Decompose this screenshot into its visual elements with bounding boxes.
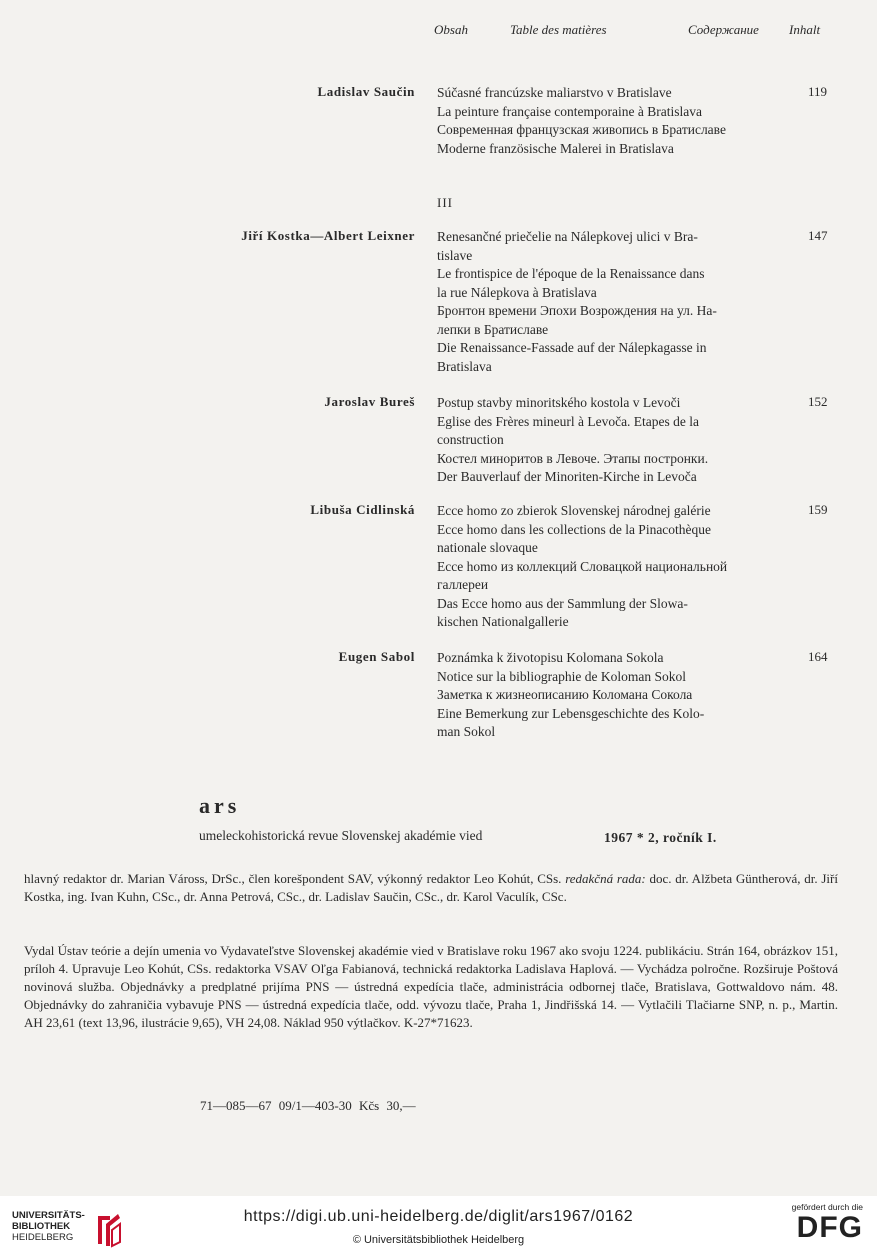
entry-titles bbox=[437, 502, 791, 632]
entry-author: Ladislav Sаučin bbox=[317, 84, 415, 99]
entry-title-line: Костел миноритов в Левоче. Этапы постронки. bbox=[437, 450, 709, 466]
entry-title-line: tislave bbox=[437, 247, 473, 263]
dfg-logo[interactable] bbox=[773, 1202, 863, 1244]
entry-title-line: Бронтон времени Эпохи Возрождения на ул. На- bbox=[437, 303, 717, 318]
entry-title-line: Ecce homo zo zbierok Slovenskej národnej galérie bbox=[437, 503, 711, 518]
library-name-line: BIBLIOTHEK bbox=[12, 1221, 71, 1232]
entry-title-line: Ecce homo из коллекций Словацкой национальной bbox=[437, 558, 728, 574]
entry-title-line: Заметка к жизнеописанию Коломана Сокола bbox=[437, 687, 693, 702]
library-name-line: UNIVERSITÄTS- bbox=[12, 1210, 85, 1221]
entry-page-number: 159 bbox=[808, 502, 828, 517]
header-table-des-matieres: Table des matières bbox=[510, 22, 607, 37]
entry-title-line: Eglise des Frères mineurl à Levoča. Etapes de la bbox=[437, 413, 700, 429]
entry-title-line: Der Bauverlauf der Minoriten-Kirche in Levoča bbox=[437, 469, 697, 484]
entry-title-line: Современная французская живопись в Братиславе bbox=[437, 122, 726, 137]
entry-author: Jiří Kostka—Albert Leixner bbox=[241, 228, 415, 243]
entry-titles bbox=[437, 394, 791, 487]
library-name-line: HEIDELBERG bbox=[12, 1232, 74, 1243]
masthead-issue: 1967 * 2, ročník I. bbox=[604, 830, 717, 845]
editorial-text-b: doc. dr. Alžbeta Güntherová, dr. Jiří Kostka, ing. Ivan Kuhn, CSc., dr. Anna Petrová, CSc., dr. Ladislav Saučin, CSc., dr. Karol Vaculík, CSc. bbox=[24, 871, 838, 904]
masthead-title: ars bbox=[199, 793, 241, 818]
entry-author: Jaroslav Bureš bbox=[324, 394, 415, 409]
copyright-notice: © Universitätsbibliothek Heidelberg bbox=[352, 1234, 525, 1246]
publication-codes: 71—085—67 09/1—403-30 Kčs 30,— bbox=[200, 1098, 416, 1113]
entry-title-line: nationale slovaque bbox=[437, 540, 538, 555]
entry-title-line: Das Ecce homo aus der Sammlung der Slowa- bbox=[437, 595, 688, 611]
entry-page-number: 147 bbox=[808, 228, 828, 243]
entry-title-line: Moderne französische Malerei in Bratislava bbox=[437, 140, 674, 156]
header-soderzhanie: Содержание bbox=[688, 22, 759, 37]
entry-title-line: Postup stavby minoritského kostola v Levoči bbox=[437, 395, 681, 410]
publisher-paragraph: Vydal Ústav teórie a dejín umenia vo Vydavateľstve Slovenskej akadémie vied v Bratislave roku 1967 ako svoju 1224. publikáciu. Strán 164, obrázkov 151, príloh 4. Upravuje Leo Kohút, CSs. redaktorka VSAV Oľga Fabianová, technická redaktorka Ladislava Haplová. — Vychádza polročne. Rozširuje Poštová novinová služba. Objednávky a predplatné prijíma PNS — ústredná expedícia tlače, administrácia odbornej tlače, Bratislava, Gottwaldovo nám. 48. Objednávky do zahraničia vybavuje PNS — ústredná expedícia tlače, odd. vývozu tlače, Praha 1, Jindřišská 14. — Vytlačili Tlačiarne SNP, n. p., Martin. AH 23,61 (text 13,96, ilustrácie 9,65), VH 24,08. Náklad 950 výtlačkov. K-27*71623. bbox=[24, 943, 838, 1030]
dfg-funded-by: gefördert durch die bbox=[791, 1202, 863, 1212]
entry-title-line: галлереи bbox=[437, 577, 489, 592]
entry-title-line: man Sokol bbox=[437, 724, 496, 739]
editorial-board-paragraph bbox=[24, 870, 838, 906]
entry-title-line: Le frontispice de l'époque de la Renaissance dans bbox=[437, 266, 705, 281]
entry-title-line: Súčasné francúzske maliarstvo v Bratislave bbox=[437, 85, 672, 100]
entry-title-line: Notice sur la bibliographie de Koloman Sokol bbox=[437, 668, 686, 684]
entry-page-number: 119 bbox=[808, 84, 828, 99]
contents-header bbox=[0, 22, 877, 42]
entry-title-line: Bratislava bbox=[437, 358, 492, 374]
entry-titles bbox=[437, 84, 791, 158]
editorial-text-a: hlavný redaktor dr. Marian Váross, DrSc., člen korešpondent SAV, výkonný redaktor Leo Kohút, CSs. bbox=[24, 871, 566, 886]
section-numeral: III bbox=[437, 195, 453, 210]
entry-title-line: kischen Nationalgallerie bbox=[437, 614, 569, 629]
entry-title-line: construction bbox=[437, 432, 504, 447]
entry-title-line: Die Renaissance-Fassade auf der Nálepkagasse in bbox=[437, 340, 707, 355]
entry-page-number: 164 bbox=[808, 649, 828, 664]
masthead-subtitle: umeleckohistorická revue Slovenskej akadémie vied bbox=[199, 828, 483, 843]
entry-author: Eugen Sabol bbox=[338, 649, 415, 664]
entry-title-line: Poznámka k životopisu Kolomana Sokola bbox=[437, 650, 664, 665]
page-url[interactable]: https://digi.ub.uni-heidelberg.de/diglit/ars1967/0162 bbox=[243, 1208, 634, 1225]
header-obsah: Obsah bbox=[434, 22, 468, 37]
entry-title-line: Eine Bemerkung zur Lebensgeschichte des Kolo- bbox=[437, 705, 705, 721]
entry-title-line: Renesančné priečelie na Nálepkovej ulici v Bra- bbox=[437, 229, 698, 244]
entry-title-line: Ecce homo dans les collections de la Pinacothèque bbox=[437, 521, 712, 537]
entry-page-number: 152 bbox=[808, 394, 828, 409]
entry-title-line: лепки в Братиславе bbox=[437, 321, 549, 337]
entry-title-line: La peinture française contemporaine à Bratislava bbox=[437, 103, 702, 119]
dfg-wordmark: DFG bbox=[796, 1211, 863, 1244]
header-inhalt: Inhalt bbox=[789, 22, 821, 37]
entry-titles bbox=[437, 228, 791, 376]
editorial-board-label: redakčná rada: bbox=[565, 871, 646, 886]
footer-bar bbox=[0, 1196, 877, 1258]
entry-titles bbox=[437, 649, 791, 742]
entry-author: Libuša Cidlinská bbox=[310, 502, 415, 517]
entry-title-line: la rue Nálepkova à Bratislava bbox=[437, 284, 597, 300]
